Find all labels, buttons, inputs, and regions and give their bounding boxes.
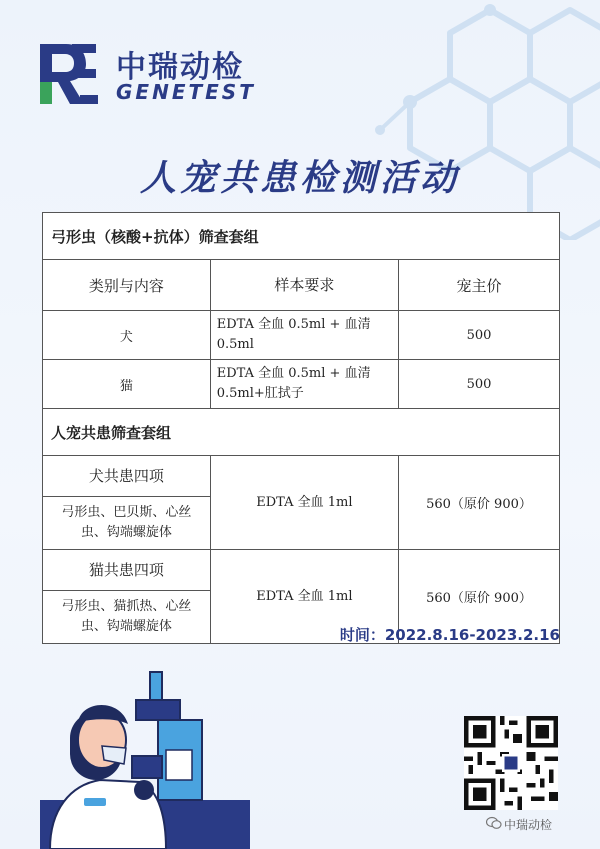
genetest-logo-icon — [36, 42, 98, 106]
hexagon-decoration — [340, 0, 600, 240]
section-title-zoonosis: 人宠共患筛查套组 — [43, 409, 560, 456]
wechat-account-name: 中瑞动检 — [504, 818, 553, 832]
qr-code-icon — [464, 716, 558, 810]
event-date: 时间：2022.8.16-2023.2.16 — [339, 626, 560, 644]
scientist-microscope-illustration — [40, 660, 250, 849]
combo-name: 猫共患四项 — [43, 550, 210, 591]
row-sample: EDTA 全血 1ml — [210, 550, 398, 644]
header-category: 类别与内容 — [43, 260, 211, 311]
header-sample: 样本要求 — [210, 260, 398, 311]
header-price: 宠主价 — [399, 260, 560, 311]
combo-items: 弓形虫、猫抓热、心丝虫、钩端螺旋体 — [61, 599, 192, 634]
wechat-icon — [486, 816, 502, 830]
table-row — [43, 360, 560, 409]
combo-items: 弓形虫、巴贝斯、心丝虫、钩端螺旋体 — [61, 505, 192, 540]
combo-name: 犬共患四项 — [43, 456, 210, 497]
brand-name-cn: 中瑞动检 — [116, 50, 244, 85]
combo-cell — [43, 456, 211, 550]
row-sample: EDTA 全血 0.5ml + 血清 0.5ml — [210, 311, 398, 360]
row-sample: EDTA 全血 1ml — [210, 456, 398, 550]
brand-name-en: GENETEST — [116, 80, 256, 104]
table-row — [43, 311, 560, 360]
table-header-row — [43, 260, 560, 311]
row-category: 犬 — [43, 311, 211, 360]
row-sample: EDTA 全血 0.5ml + 血清 0.5ml+肛拭子 — [210, 360, 398, 409]
row-category: 猫 — [43, 360, 211, 409]
row-price: 560（原价 900） — [399, 456, 560, 550]
combo-cell — [43, 550, 211, 644]
row-price: 560（原价 900） — [399, 550, 560, 644]
row-price: 500 — [399, 311, 560, 360]
poster-title: 人宠共患检测活动 — [139, 158, 460, 199]
table-row — [43, 456, 560, 550]
section-title-toxoplasma: 弓形虫（核酸+抗体）筛查套组 — [43, 213, 560, 260]
pricing-table — [42, 212, 560, 644]
row-price: 500 — [399, 360, 560, 409]
